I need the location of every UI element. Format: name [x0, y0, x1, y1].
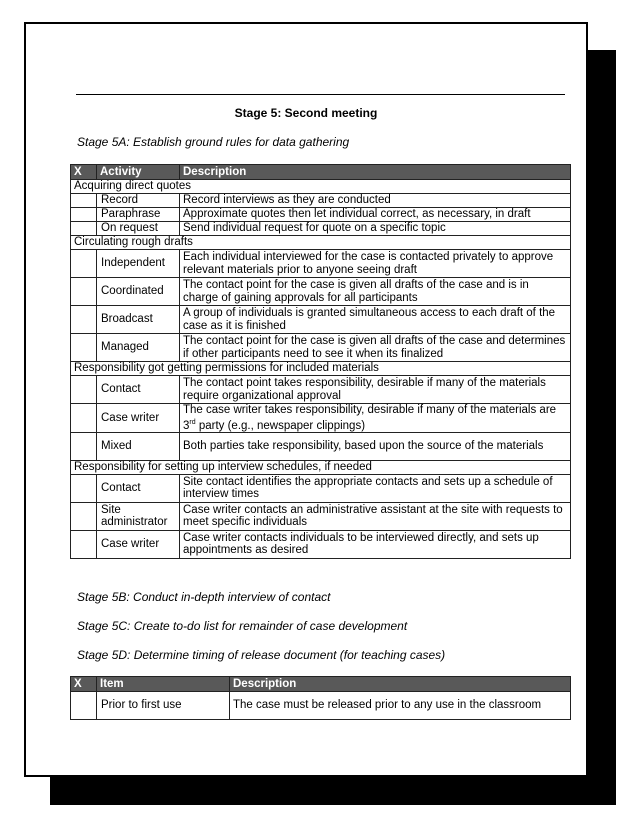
header-activity: Activity	[97, 165, 180, 180]
activity-cell: Managed	[97, 334, 180, 362]
table-row	[71, 432, 571, 460]
checkbox-cell[interactable]	[71, 530, 97, 558]
checkbox-cell[interactable]	[71, 432, 97, 460]
item-cell: Prior to first use	[97, 692, 230, 720]
section-title: Circulating rough drafts	[71, 236, 571, 250]
checkbox-cell[interactable]	[71, 474, 97, 502]
checkbox-cell[interactable]	[71, 404, 97, 433]
stage-5a-heading: Stage 5A: Establish ground rules for data gathering	[77, 135, 350, 149]
stage-5c-heading: Stage 5C: Create to-do list for remainder of case development	[77, 619, 408, 633]
section-title: Responsibility got getting permissions for included materials	[71, 362, 571, 376]
checkbox-cell[interactable]	[71, 334, 97, 362]
table-row	[71, 376, 571, 404]
activity-cell: Contact	[97, 376, 180, 404]
description-cell: The case must be released prior to any use in the classroom	[230, 692, 571, 720]
activity-cell: Case writer	[97, 530, 180, 558]
page-shadow-right	[586, 50, 616, 805]
header-description: Description	[230, 677, 571, 692]
table-row	[71, 474, 571, 502]
description-cell: Case writer contacts an administrative assistant at the site with requests to meet specific individuals	[180, 502, 571, 530]
activity-cell: Contact	[97, 474, 180, 502]
description-cell: The contact point for the case is given all drafts of the case and determines if other participants need to see it when its finalized	[180, 334, 571, 362]
document-page	[24, 22, 588, 777]
checkbox-cell[interactable]	[71, 306, 97, 334]
activity-cell: Case writer	[97, 404, 180, 433]
table-header-row	[71, 677, 571, 692]
table-row	[71, 502, 571, 530]
checkbox-cell[interactable]	[71, 250, 97, 278]
description-cell: Record interviews as they are conducted	[180, 194, 571, 208]
description-cell: The contact point takes responsibility, desirable if many of the materials require organizational approval	[180, 376, 571, 404]
description-cell: The contact point for the case is given all drafts of the case and is in charge of gaining approvals for all participants	[180, 278, 571, 306]
section-title: Responsibility for setting up interview schedules, if needed	[71, 460, 571, 474]
table-row	[71, 250, 571, 278]
table-row	[71, 692, 571, 720]
header-x: X	[71, 677, 97, 692]
activity-cell: Independent	[97, 250, 180, 278]
header-description: Description	[180, 165, 571, 180]
activity-cell: Coordinated	[97, 278, 180, 306]
activity-cell: Mixed	[97, 432, 180, 460]
description-cell: Case writer contacts individuals to be interviewed directly, and sets up appointments as desired	[180, 530, 571, 558]
checkbox-cell[interactable]	[71, 692, 97, 720]
activity-cell: On request	[97, 222, 180, 236]
checkbox-cell[interactable]	[71, 208, 97, 222]
description-cell: Both parties take responsibility, based upon the source of the materials	[180, 432, 571, 460]
table-row	[71, 222, 571, 236]
description-pre: The case writer takes responsibility, desirable if many of the materials are 3	[183, 404, 557, 432]
description-post: party (e.g., newspaper clippings)	[195, 419, 366, 432]
activity-cell: Site administrator	[97, 502, 180, 530]
table-row	[71, 334, 571, 362]
checkbox-cell[interactable]	[71, 502, 97, 530]
table-row	[71, 404, 571, 433]
checkbox-cell[interactable]	[71, 278, 97, 306]
superscript-rd: rd	[189, 418, 196, 426]
table-row	[71, 208, 571, 222]
checkbox-cell[interactable]	[71, 222, 97, 236]
activity-cell: Broadcast	[97, 306, 180, 334]
description-cell: Approximate quotes then let individual correct, as necessary, in draft	[180, 208, 571, 222]
header-x: X	[71, 165, 97, 180]
description-cell: Each individual interviewed for the case is contacted privately to approve relevant materials prior to anyone seeing draft	[180, 250, 571, 278]
activities-table	[70, 164, 571, 559]
checkbox-cell[interactable]	[71, 194, 97, 208]
section-title: Acquiring direct quotes	[71, 180, 571, 194]
activity-cell: Paraphrase	[97, 208, 180, 222]
page-title: Stage 5: Second meeting	[234, 106, 378, 120]
description-cell: Site contact identifies the appropriate contacts and sets up a schedule of interview times	[180, 474, 571, 502]
description-cell	[180, 404, 571, 433]
stage-5d-heading: Stage 5D: Determine timing of release document (for teaching cases)	[77, 648, 446, 662]
page-shadow-bottom	[50, 775, 616, 805]
stage-5b-heading: Stage 5B: Conduct in-depth interview of contact	[77, 590, 331, 604]
table-row	[71, 278, 571, 306]
header-item: Item	[97, 677, 230, 692]
table-row	[71, 530, 571, 558]
table-row	[71, 306, 571, 334]
release-table	[70, 676, 571, 720]
top-rule	[76, 94, 565, 95]
table-header-row	[71, 165, 571, 180]
description-cell: A group of individuals is granted simultaneous access to each draft of the case as it is finished	[180, 306, 571, 334]
description-cell: Send individual request for quote on a specific topic	[180, 222, 571, 236]
checkbox-cell[interactable]	[71, 376, 97, 404]
activity-cell: Record	[97, 194, 180, 208]
table-row	[71, 194, 571, 208]
